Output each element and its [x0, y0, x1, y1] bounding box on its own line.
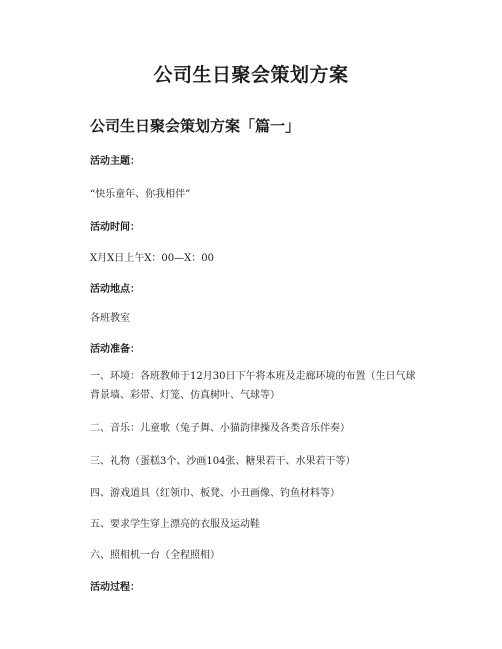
document-title: 公司生日聚会策划方案: [153, 64, 349, 86]
time-value: X月X日上午X：00—X：00: [90, 253, 214, 264]
section-title: 公司生日聚会策划方案「篇一」: [90, 117, 301, 135]
prep-item-game-props: 四、游戏道具（红领巾、板凳、小丑画像、钓鱼材料等）: [90, 488, 340, 499]
prep-item-clothing: 五、要求学生穿上漂亮的衣服及运动鞋: [90, 519, 260, 530]
theme-value: “快乐童年、你我相伴”: [90, 189, 191, 200]
time-label: 活动时间：: [90, 222, 140, 233]
theme-label: 活动主题：: [90, 156, 140, 167]
prep-item-camera: 六、照相机一台（全程照相）: [90, 550, 220, 561]
prep-label: 活动准备：: [90, 344, 140, 355]
place-value: 各班教室: [90, 313, 130, 324]
process-label: 活动过程：: [90, 582, 140, 593]
prep-item-gifts: 三、礼物（蛋糕3个、沙画104张、糖果若干、水果若干等）: [90, 456, 356, 467]
place-label: 活动地点：: [90, 284, 140, 295]
prep-item-environment: 一、环境：各班教师于12月30日下午将本班及走廊环境的布置（生日气球背景墙、彩带、灯笼、仿真树叶、气球等）: [90, 371, 416, 401]
prep-item-music: 二、音乐：儿童歌（兔子舞、小猫韵律操及各类音乐伴奏）: [90, 423, 350, 434]
